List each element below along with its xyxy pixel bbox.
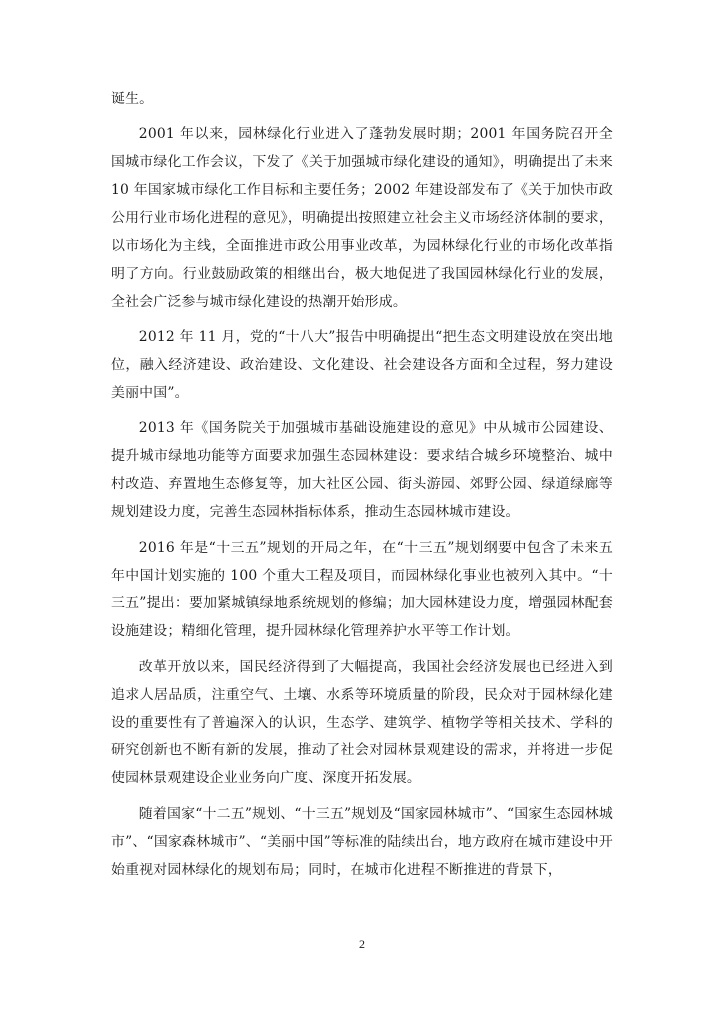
paragraph-2016-thirteenth-five-year-plan: 2016 年是“十三五”规划的开局之年，在“十三五”规划纲要中包含了未来五年中国计划实施的 100 个重大工程及项目，而园林绿化事业也被列入其中。“十三五”提出：要加紧城镇绿地系统规划的修编；加大园林建设力度，增强园林配套设施建设；精细化管理，提升园林绿化管理养护水平等工作计划。 [111,539,613,640]
paragraph-2012-eighteenth-congress: 2012 年 11 月，党的“十八大”报告中明确提出“把生态文明建设放在突出地位，融入经济建设、政治建设、文化建设、社会建设各方面和全过程，努力建设美丽中国”。 [111,329,613,402]
paragraph-continuation: 诞生。 [111,91,154,107]
paragraph-2001-greening-industry: 2001 年以来，园林绿化行业进入了蓬勃发展时期；2001 年国务院召开全国城市绿化工作会议，下发了《关于加强城市绿化建设的通知》，明确提出了未来 10 年国家城市绿化工作目标和主要任务；2002 年建设部发布了《关于加快市政公用行业市场化进程的意见》，明确提出按照建立社会主义市场经济体制的要求，以市场化为主线，全面推进市政公用事业改革，为园林绿化行业的市场化改革指明了方向。行业鼓励政策的相继出台，极大地促进了我国园林绿化行业的发展，全社会广泛参与城市绿化建设的热潮开始形成。 [111,126,613,310]
paragraph-2013-state-council-opinion: 2013 年《国务院关于加强城市基础设施建设的意见》中从城市公园建设、提升城市绿地功能等方面要求加强生态园林建设：要求结合城乡环境整治、城中村改造、弃置地生态修复等，加大社区公园、街头游园、郊野公园、绿道绿廊等规划建设力度，完善生态园林指标体系，推动生态园林城市建设。 [111,420,613,521]
page-number: 2 [359,937,365,951]
paragraph-national-standards: 随着国家“十二五”规划、“十三五”规划及“国家园林城市”、“国家生态园林城市”、“国家森林城市”、“美丽中国”等标准的陆续出台，地方政府在城市建设中开始重视对园林绿化的规划布局；同时，在城市化进程不断推进的背景下， [111,805,613,878]
paragraph-reform-and-opening: 改革开放以来，国民经济得到了大幅提高，我国社会经济发展也已经进入到追求人居品质，注重空气、土壤、水系等环境质量的阶段，民众对于园林绿化建设的重要性有了普遍深入的认识，生态学、建筑学、植物学等相关技术、学科的研究创新也不断有新的发展，推动了社会对园林景观建设的需求，并将进一步促使园林景观建设企业业务向广度、深度开拓发展。 [111,658,613,787]
document-body [111,86,613,884]
